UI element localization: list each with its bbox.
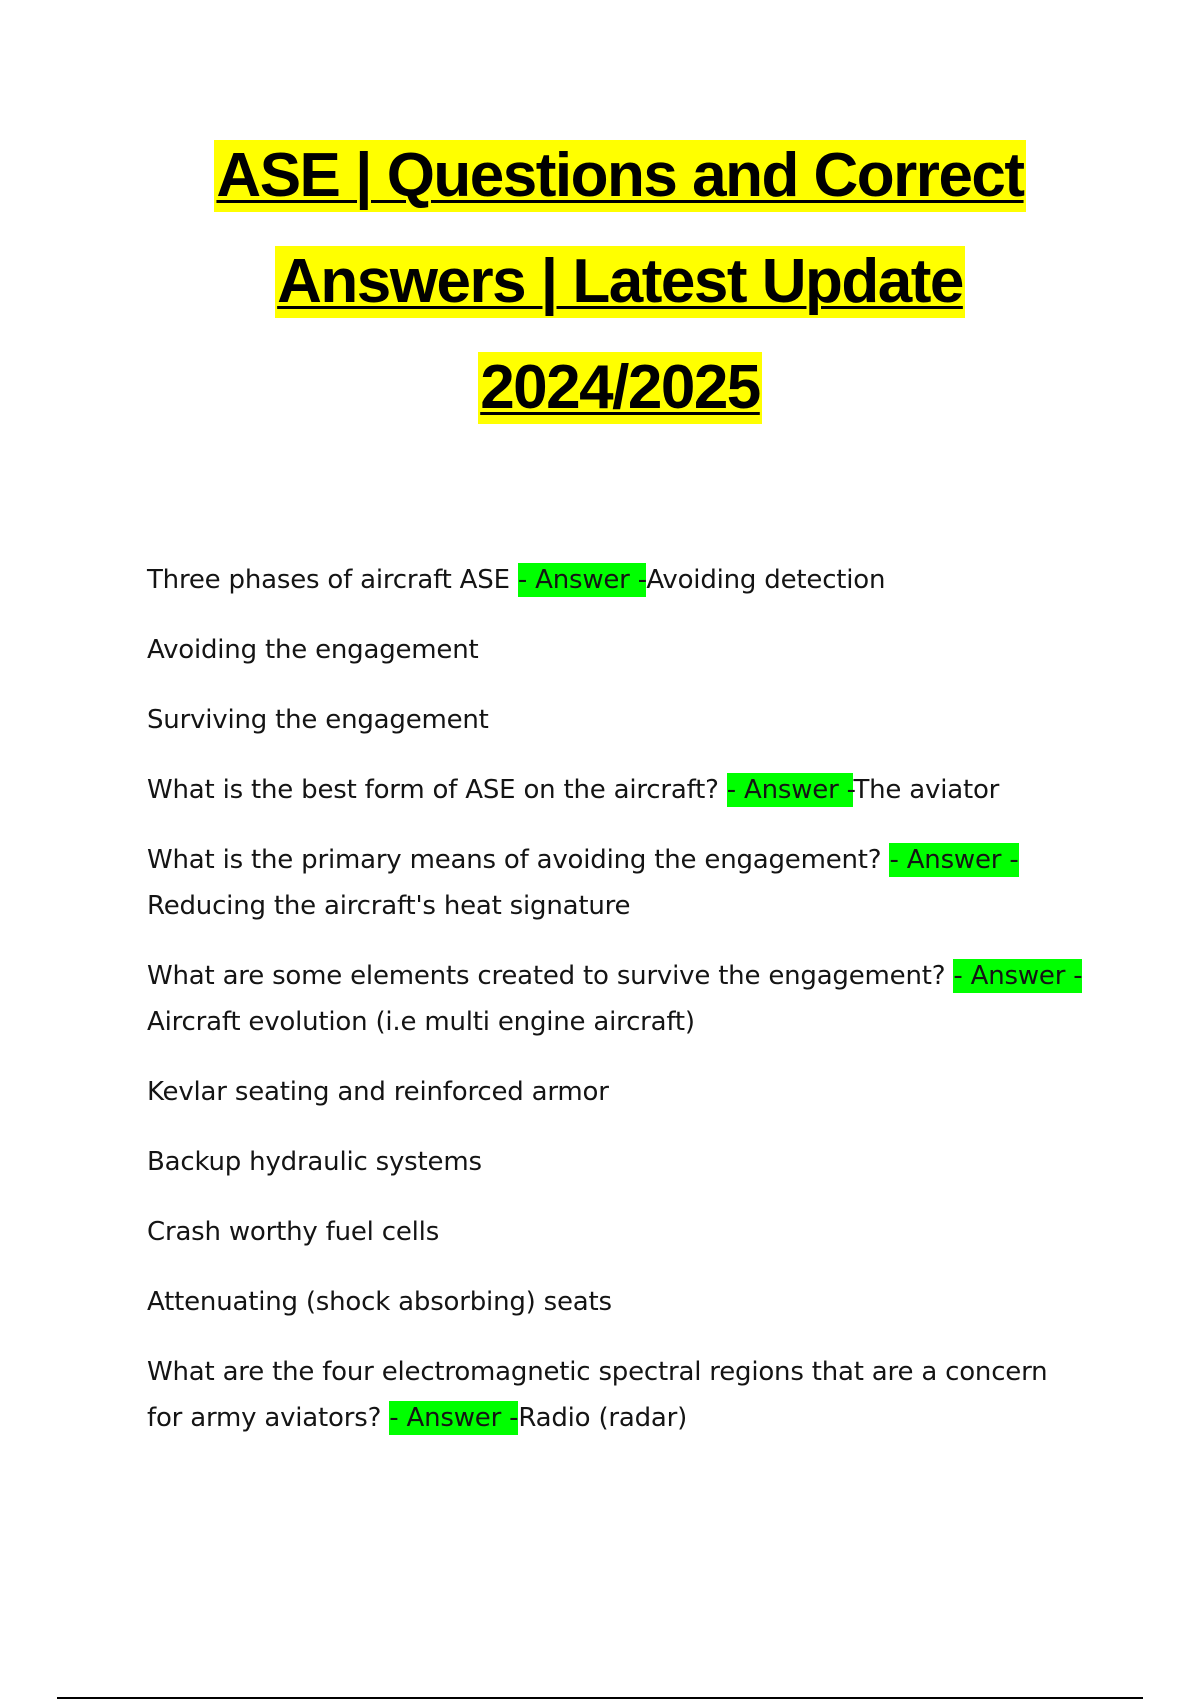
question-text: Backup hydraulic systems xyxy=(147,1147,482,1177)
title-line xyxy=(0,140,1200,246)
qa-entry xyxy=(147,953,1087,1045)
question-text: What is the primary means of avoiding the engagement? xyxy=(147,845,890,875)
answer-text: Avoiding detection xyxy=(646,565,886,595)
question-text: Kevlar seating and reinforced armor xyxy=(147,1077,609,1107)
qa-list xyxy=(147,557,1087,1465)
qa-entry xyxy=(147,837,1087,929)
question-text: Three phases of aircraft ASE xyxy=(147,565,518,595)
question-text: What are some elements created to survive the engagement? xyxy=(147,961,954,991)
qa-entry xyxy=(147,1209,1087,1255)
title-line-1: ASE | Questions and Correct xyxy=(216,141,1024,210)
question-text: Crash worthy fuel cells xyxy=(147,1217,440,1247)
question-text: Avoiding the engagement xyxy=(147,635,479,665)
document-title xyxy=(0,140,1200,458)
title-line-3: 2024/2025 xyxy=(480,353,760,422)
answer-text: Radio (radar) xyxy=(518,1403,688,1433)
question-text: What are the four electromagnetic spectral regions that are a concern for army aviators? xyxy=(147,1357,1048,1433)
answer-marker: - Answer - xyxy=(517,565,647,595)
qa-entry xyxy=(147,557,1087,603)
qa-entry xyxy=(147,627,1087,673)
qa-entry xyxy=(147,1349,1087,1441)
qa-entry xyxy=(147,1069,1087,1115)
answer-marker: - Answer - xyxy=(889,845,1019,875)
title-line xyxy=(0,246,1200,352)
answer-text: The aviator xyxy=(853,775,1000,805)
question-text: Surviving the engagement xyxy=(147,705,489,735)
qa-entry xyxy=(147,1139,1087,1185)
question-text: What is the best form of ASE on the aircraft? xyxy=(147,775,727,805)
qa-entry xyxy=(147,767,1087,813)
footer-rule xyxy=(57,1697,1143,1699)
answer-marker: - Answer - xyxy=(726,775,854,805)
qa-entry xyxy=(147,1279,1087,1325)
answer-marker: - Answer - xyxy=(389,1403,519,1433)
answer-text: Reducing the aircraft's heat signature xyxy=(147,891,631,921)
answer-text: Aircraft evolution (i.e multi engine aircraft) xyxy=(147,1007,695,1037)
title-line-2: Answers | Latest Update xyxy=(277,247,963,316)
qa-entry xyxy=(147,697,1087,743)
title-line xyxy=(0,352,1200,458)
answer-marker: - Answer - xyxy=(953,961,1082,991)
question-text: Attenuating (shock absorbing) seats xyxy=(147,1287,612,1317)
